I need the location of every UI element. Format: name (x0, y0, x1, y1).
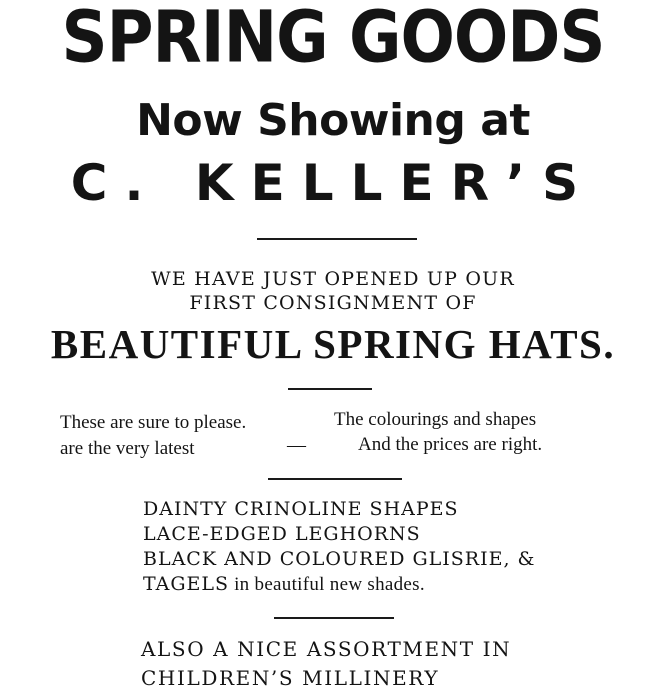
closing-line-2: CHILDREN’S MILLINERY (141, 666, 440, 690)
list-item: DAINTY CRINOLINE SHAPES (143, 498, 459, 520)
body-dash: — (287, 435, 306, 456)
headline: SPRING GOODS (61, 0, 605, 80)
body-line1-left: These are sure to please. (60, 412, 247, 433)
divider-4 (274, 617, 394, 619)
feature-heading: BEAUTIFUL SPRING HATS. (50, 321, 616, 367)
body-line2-left: are the very latest (60, 438, 195, 459)
divider-3 (268, 478, 402, 480)
intro-line-2: FIRST CONSIGNMENT OF (189, 292, 477, 314)
body-line1-right: The colourings and shapes (334, 409, 537, 430)
tagels-rest: in beautiful new shades. (229, 574, 425, 595)
closing-line-1: ALSO A NICE ASSORTMENT IN (141, 637, 512, 661)
body-line2-right: And the prices are right. (358, 434, 543, 455)
subheadline: Now Showing at (136, 95, 530, 146)
tagels-line (143, 575, 425, 594)
store-name: C. KELLER’S (70, 154, 596, 212)
tagels-caps: TAGELS (143, 573, 230, 595)
intro-line-1: WE HAVE JUST OPENED UP OUR (151, 268, 515, 290)
divider-2 (288, 388, 372, 390)
list-item: LACE-EDGED LEGHORNS (143, 523, 421, 545)
list-item: BLACK AND COLOURED GLISRIE, & (143, 548, 536, 570)
divider-1 (257, 238, 417, 240)
